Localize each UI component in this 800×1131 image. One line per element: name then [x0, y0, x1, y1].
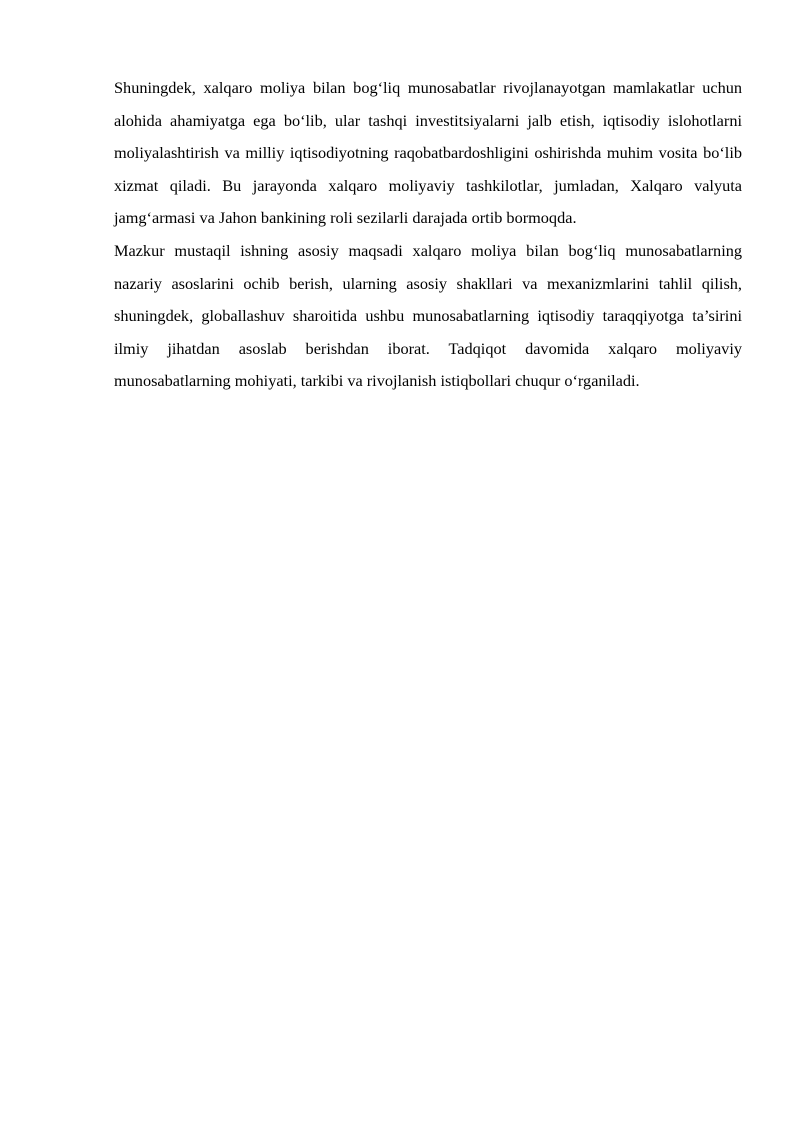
- paragraph-2: Mazkur mustaqil ishning asosiy maqsadi xalqaro moliya bilan bog‘liq munosabatlarning nazariy asoslarini ochib berish, ularning asosiy shakllari va mexanizmlarini tahlil qilish, shuningdek, globallashuv sharoitida ushbu munosabatlarning iqtisodiy taraqqiyotga ta’sirini ilmiy jihatdan asoslab berishdan iborat. Tadqiqot davomida xalqaro moliyaviy munosabatlarning mohiyati, tarkibi va rivojlanish istiqbollari chuqur o‘rganiladi.: [114, 240, 742, 391]
- document-body: [114, 72, 742, 398]
- paragraph-1: Shuningdek, xalqaro moliya bilan bog‘liq munosabatlar rivojlanayotgan mamlakatlar uchun alohida ahamiyatga ega bo‘lib, ular tashqi investitsiyalarni jalb etish, iqtisodiy islohotlarni moliyalashtirish va milliy iqtisodiyotning raqobatbardoshligini oshirishda muhim vosita bo‘lib xizmat qiladi. Bu jarayonda xalqaro moliyaviy tashkilotlar, jumladan, Xalqaro valyuta jamg‘armasi va Jahon bankining roli sezilarli darajada ortib bormoqda.: [114, 78, 742, 228]
